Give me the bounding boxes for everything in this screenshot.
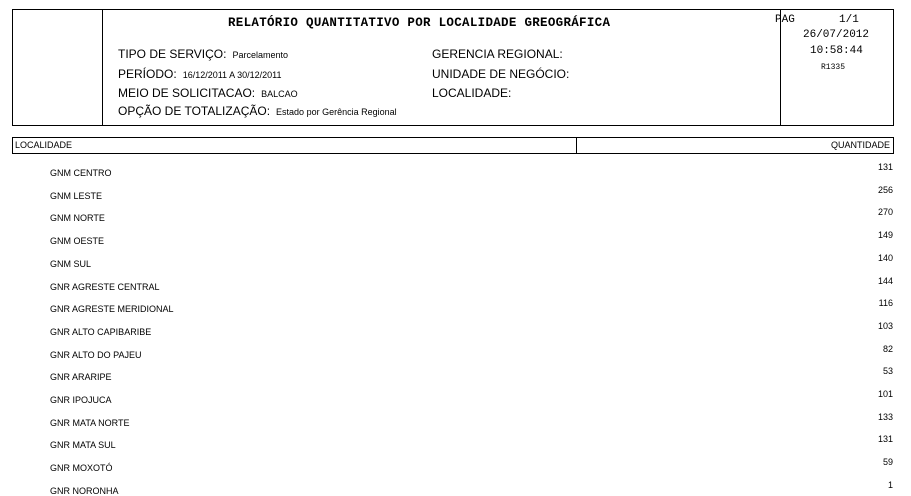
row-quantidade: 59 — [882, 457, 893, 468]
row-localidade: GNM NORTE — [50, 213, 105, 224]
row-quantidade: 140 — [877, 252, 893, 263]
row-localidade: GNM OESTE — [50, 236, 105, 247]
report-code: R1335 — [821, 63, 846, 72]
column-header-localidade: LOCALIDADE — [15, 140, 73, 150]
table-header — [12, 137, 894, 154]
field-label: UNIDADE DE NEGÓCIO: — [432, 67, 570, 81]
field-localidade — [432, 84, 511, 102]
field-value: BALCAO — [261, 89, 298, 99]
row-localidade: GNR AGRESTE MERIDIONAL — [50, 304, 174, 315]
row-localidade: GNM LESTE — [50, 190, 103, 201]
row-localidade: GNR MOXOTÓ — [50, 463, 113, 474]
row-localidade: GNR MATA SUL — [50, 440, 116, 451]
row-localidade: GNR ALTO DO PAJEU — [50, 349, 142, 360]
row-localidade: GNR ARARIPE — [50, 372, 112, 383]
row-quantidade: 103 — [877, 320, 893, 331]
field-label: LOCALIDADE: — [432, 86, 512, 100]
field-label: MEIO DE SOLICITACAO: — [118, 86, 256, 100]
report-date: 26/07/2012 — [803, 29, 870, 41]
row-localidade: GNR MATA NORTE — [50, 417, 130, 428]
row-localidade: GNM CENTRO — [50, 168, 112, 178]
column-divider — [576, 138, 577, 153]
row-quantidade: 101 — [877, 389, 893, 399]
field-value: 16/12/2011 A 30/12/2011 — [182, 70, 282, 80]
row-quantidade: 133 — [877, 411, 893, 422]
row-localidade: GNR IPOJUCA — [50, 395, 112, 405]
row-localidade: GNR ALTO CAPIBARIBE — [50, 326, 152, 337]
field-value: Estado por Gerência Regional — [276, 107, 397, 117]
row-quantidade: 270 — [877, 207, 893, 218]
column-header-quantidade: QUANTIDADE — [830, 140, 890, 150]
report-title: RELATÓRIO QUANTITATIVO POR LOCALIDADE GREOGRÁFICA — [228, 16, 611, 30]
page-number: 1/1 — [839, 14, 859, 26]
row-quantidade: 144 — [877, 275, 893, 286]
report-time: 10:58:44 — [810, 45, 863, 57]
row-quantidade: 131 — [877, 434, 893, 445]
field-opcao-totalizacao — [118, 102, 397, 120]
field-tipo-servico — [118, 45, 288, 63]
row-quantidade: 149 — [877, 230, 893, 241]
row-localidade: GNR NORONHA — [50, 485, 119, 496]
row-quantidade: 53 — [882, 366, 893, 377]
row-quantidade: 116 — [878, 298, 893, 309]
row-quantidade: 256 — [877, 184, 893, 195]
page-label: PAG — [775, 14, 795, 26]
row-localidade: GNM SUL — [50, 258, 92, 269]
row-quantidade: 82 — [882, 343, 893, 354]
logo-area — [13, 10, 103, 125]
field-periodo — [118, 65, 281, 83]
field-label: GERENCIA REGIONAL: — [432, 47, 563, 61]
row-quantidade: 131 — [877, 162, 893, 172]
field-label: TIPO DE SERVIÇO: — [118, 47, 227, 61]
field-meio-solicitacao — [118, 84, 298, 102]
field-value: Parcelamento — [232, 50, 288, 60]
field-label: PERÍODO: — [118, 67, 177, 81]
row-quantidade: 1 — [887, 479, 893, 490]
field-gerencia-regional — [432, 45, 563, 63]
row-localidade: GNR AGRESTE CENTRAL — [50, 281, 160, 292]
field-unidade-negocio — [432, 65, 569, 83]
field-label: OPÇÃO DE TOTALIZAÇÃO: — [118, 104, 271, 118]
